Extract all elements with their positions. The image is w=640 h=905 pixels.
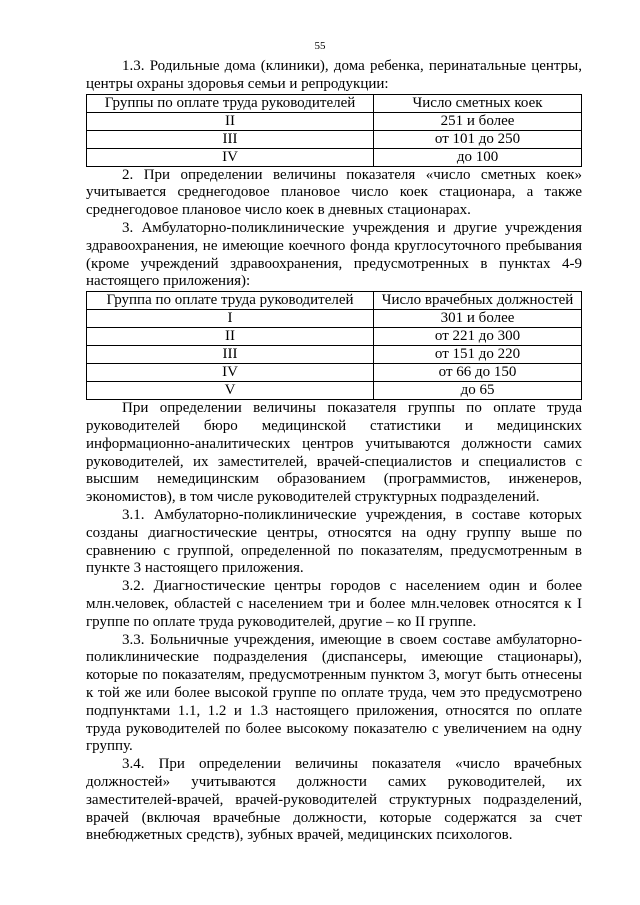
table-header-row: [87, 292, 582, 310]
table-cell: от 101 до 250: [374, 130, 582, 148]
table-cell: от 66 до 150: [374, 364, 582, 382]
table-cell: до 65: [374, 382, 582, 400]
table-cell: от 151 до 220: [374, 346, 582, 364]
table-cell: V: [87, 382, 374, 400]
table-cell: III: [87, 346, 374, 364]
table-row: [87, 148, 582, 166]
table-cell: III: [87, 130, 374, 148]
table-cell: I: [87, 310, 374, 328]
table-header-cell: Группа по оплате труда руководителей: [87, 292, 374, 310]
table-row: [87, 382, 582, 400]
table-row: [87, 130, 582, 148]
table-row: [87, 310, 582, 328]
paragraph-3-note: При определении величины показателя группы по оплате труда руководителей бюро медицинской статистики и медицинских информационно-аналитических центров учитываются должности самих руководителей, их заместителей, врачей-специалистов и специалистов с высшим немедицинским образованием (программистов, инженеров, экономистов), в том числе руководителей структурных подразделений.: [86, 400, 582, 506]
table-cell: до 100: [374, 148, 582, 166]
table-row: [87, 112, 582, 130]
table-header-cell: Число сметных коек: [374, 94, 582, 112]
paragraph-3-1: 3.1. Амбулаторно-поликлинические учреждения, в составе которых созданы диагностические центры, относятся на одну группу выше по сравнению с группой, определенной по показателям, предусмотренным в пункте 3 настоящего приложения.: [86, 506, 582, 577]
table-cell: II: [87, 328, 374, 346]
table-cell: IV: [87, 148, 374, 166]
table-cell: 251 и более: [374, 112, 582, 130]
table-row: [87, 364, 582, 382]
table-header-row: [87, 94, 582, 112]
table-cell: 301 и более: [374, 310, 582, 328]
paragraph-1-3: 1.3. Родильные дома (клиники), дома ребенка, перинатальные центры, центры охраны здоровья семьи и репродукции:: [86, 58, 582, 92]
beds-table: [86, 94, 582, 167]
table-header-cell: Группы по оплате труда руководителей: [87, 94, 374, 112]
table-cell: IV: [87, 364, 374, 382]
paragraph-3: 3. Амбулаторно-поликлинические учреждения и другие учреждения здравоохранения, не имеющие коечного фонда круглосуточного пребывания (кроме учреждений здравоохранения, предусмотренных в пунктах 4-9 настоящего приложения):: [86, 219, 582, 290]
page-content: [86, 58, 582, 845]
page-number: 55: [314, 40, 326, 52]
paragraph-3-3: 3.3. Больничные учреждения, имеющие в своем составе амбулаторно-поликлинические подразделения (диспансеры, имеющие стационары), которые по показателям, предусмотренным пунктом 3, могут быть отнесены к той же или более высокой группе по оплате труда, чем это предусмотрено подпунктами 1.1, 1.2 и 1.3 настоящего приложения, относятся по оплате труда руководителей по более высокому показателю с увеличением на одну группу.: [86, 631, 582, 755]
paragraph-3-4: 3.4. При определении величины показателя «число врачебных должностей» учитываются должности самих руководителей, их заместителей-врачей, врачей-руководителей структурных подразделений, врачей (включая врачебные должности, которые содержатся за счет внебюджетных средств), зубных врачей, медицинских психологов.: [86, 756, 582, 844]
paragraph-2: 2. При определении величины показателя «число сметных коек» учитывается среднегодовое плановое число коек стационара, а также среднегодовое плановое число коек в дневных стационарах.: [86, 166, 582, 219]
table-header-cell: Число врачебных должностей: [374, 292, 582, 310]
paragraph-3-2: 3.2. Диагностические центры городов с населением один и более млн.человек, областей с населением три и более млн.человек относятся к I группе по оплате труда руководителей, другие – ко II группе.: [86, 578, 582, 630]
table-cell: от 221 до 300: [374, 328, 582, 346]
table-row: [87, 328, 582, 346]
doctors-table: [86, 291, 582, 400]
table-cell: II: [87, 112, 374, 130]
table-row: [87, 346, 582, 364]
